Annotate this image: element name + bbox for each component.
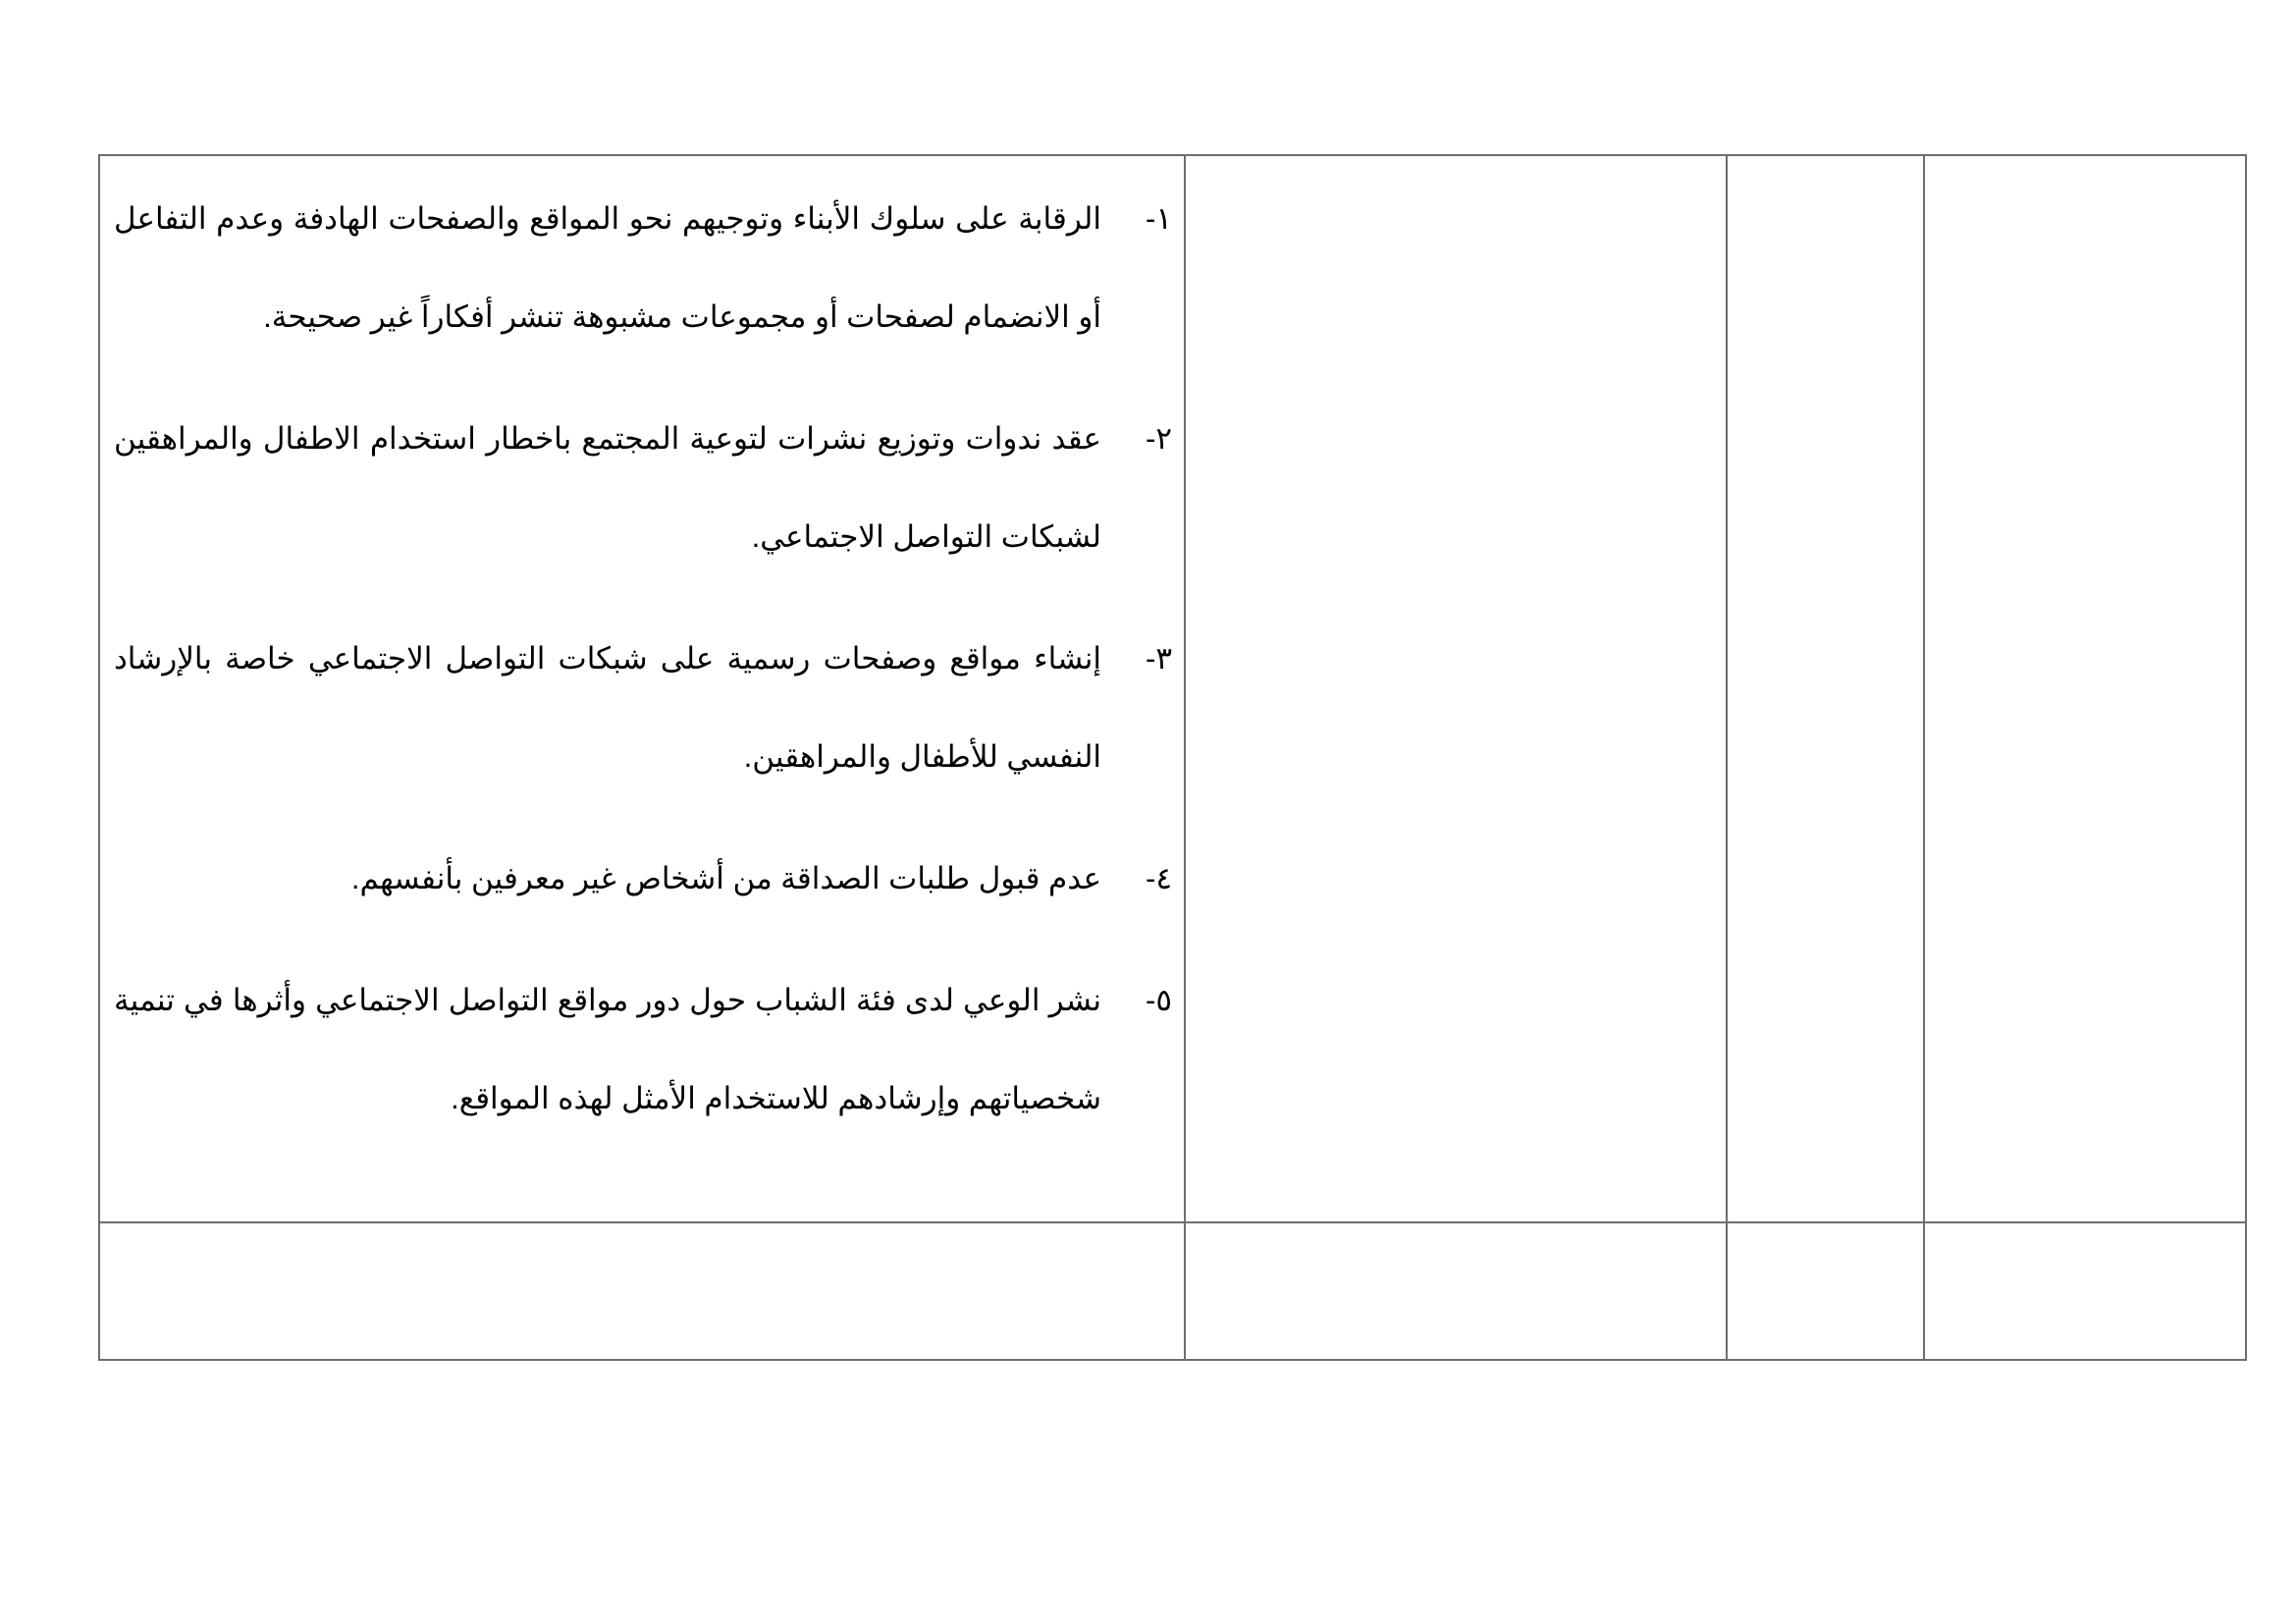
empty-cell <box>1924 1222 2246 1360</box>
table-row <box>99 155 2246 1222</box>
empty-cell <box>1924 155 2246 1222</box>
content-table <box>98 154 2247 1361</box>
item-number: ٤- <box>1146 861 1172 895</box>
list-item <box>114 390 1172 586</box>
empty-cell <box>1727 155 1924 1222</box>
table-row <box>99 1222 2246 1360</box>
recommendations-list <box>114 170 1172 1148</box>
item-number: ١- <box>1146 201 1172 236</box>
list-item <box>114 170 1172 366</box>
empty-cell <box>1185 155 1727 1222</box>
empty-cell <box>99 1222 1185 1360</box>
item-number: ٥- <box>1146 983 1172 1017</box>
empty-cell <box>1727 1222 1924 1360</box>
item-number: ٣- <box>1146 641 1172 676</box>
list-item <box>114 610 1172 806</box>
empty-cell <box>1185 1222 1727 1360</box>
item-text: عدم قبول طلبات الصداقة من أشخاص غير معرفين بأنفسهم. <box>350 861 1101 895</box>
item-text: الرقابة على سلوك الأبناء وتوجيهم نحو المواقع والصفحات الهادفة وعدم التفاعل أو الانضمام لصفحات أو مجموعات مشبوهة تنشر أفكاراً غير صحيحة. <box>114 201 1101 334</box>
list-item <box>114 951 1172 1148</box>
item-text: إنشاء مواقع وصفحات رسمية على شبكات التواصل الاجتماعي خاصة بالإرشاد النفسي للأطفال والمراهقين. <box>114 641 1101 774</box>
list-item <box>114 830 1172 928</box>
item-number: ٢- <box>1146 421 1172 456</box>
item-text: عقد ندوات وتوزيع نشرات لتوعية المجتمع باخطار استخدام الاطفال والمراهقين لشبكات التواصل الاجتماعي. <box>114 421 1101 554</box>
recommendations-cell <box>99 155 1185 1222</box>
item-text: نشر الوعي لدى فئة الشباب حول دور مواقع التواصل الاجتماعي وأثرها في تنمية شخصياتهم وإرشادهم للاستخدام الأمثل لهذه المواقع. <box>114 983 1101 1115</box>
